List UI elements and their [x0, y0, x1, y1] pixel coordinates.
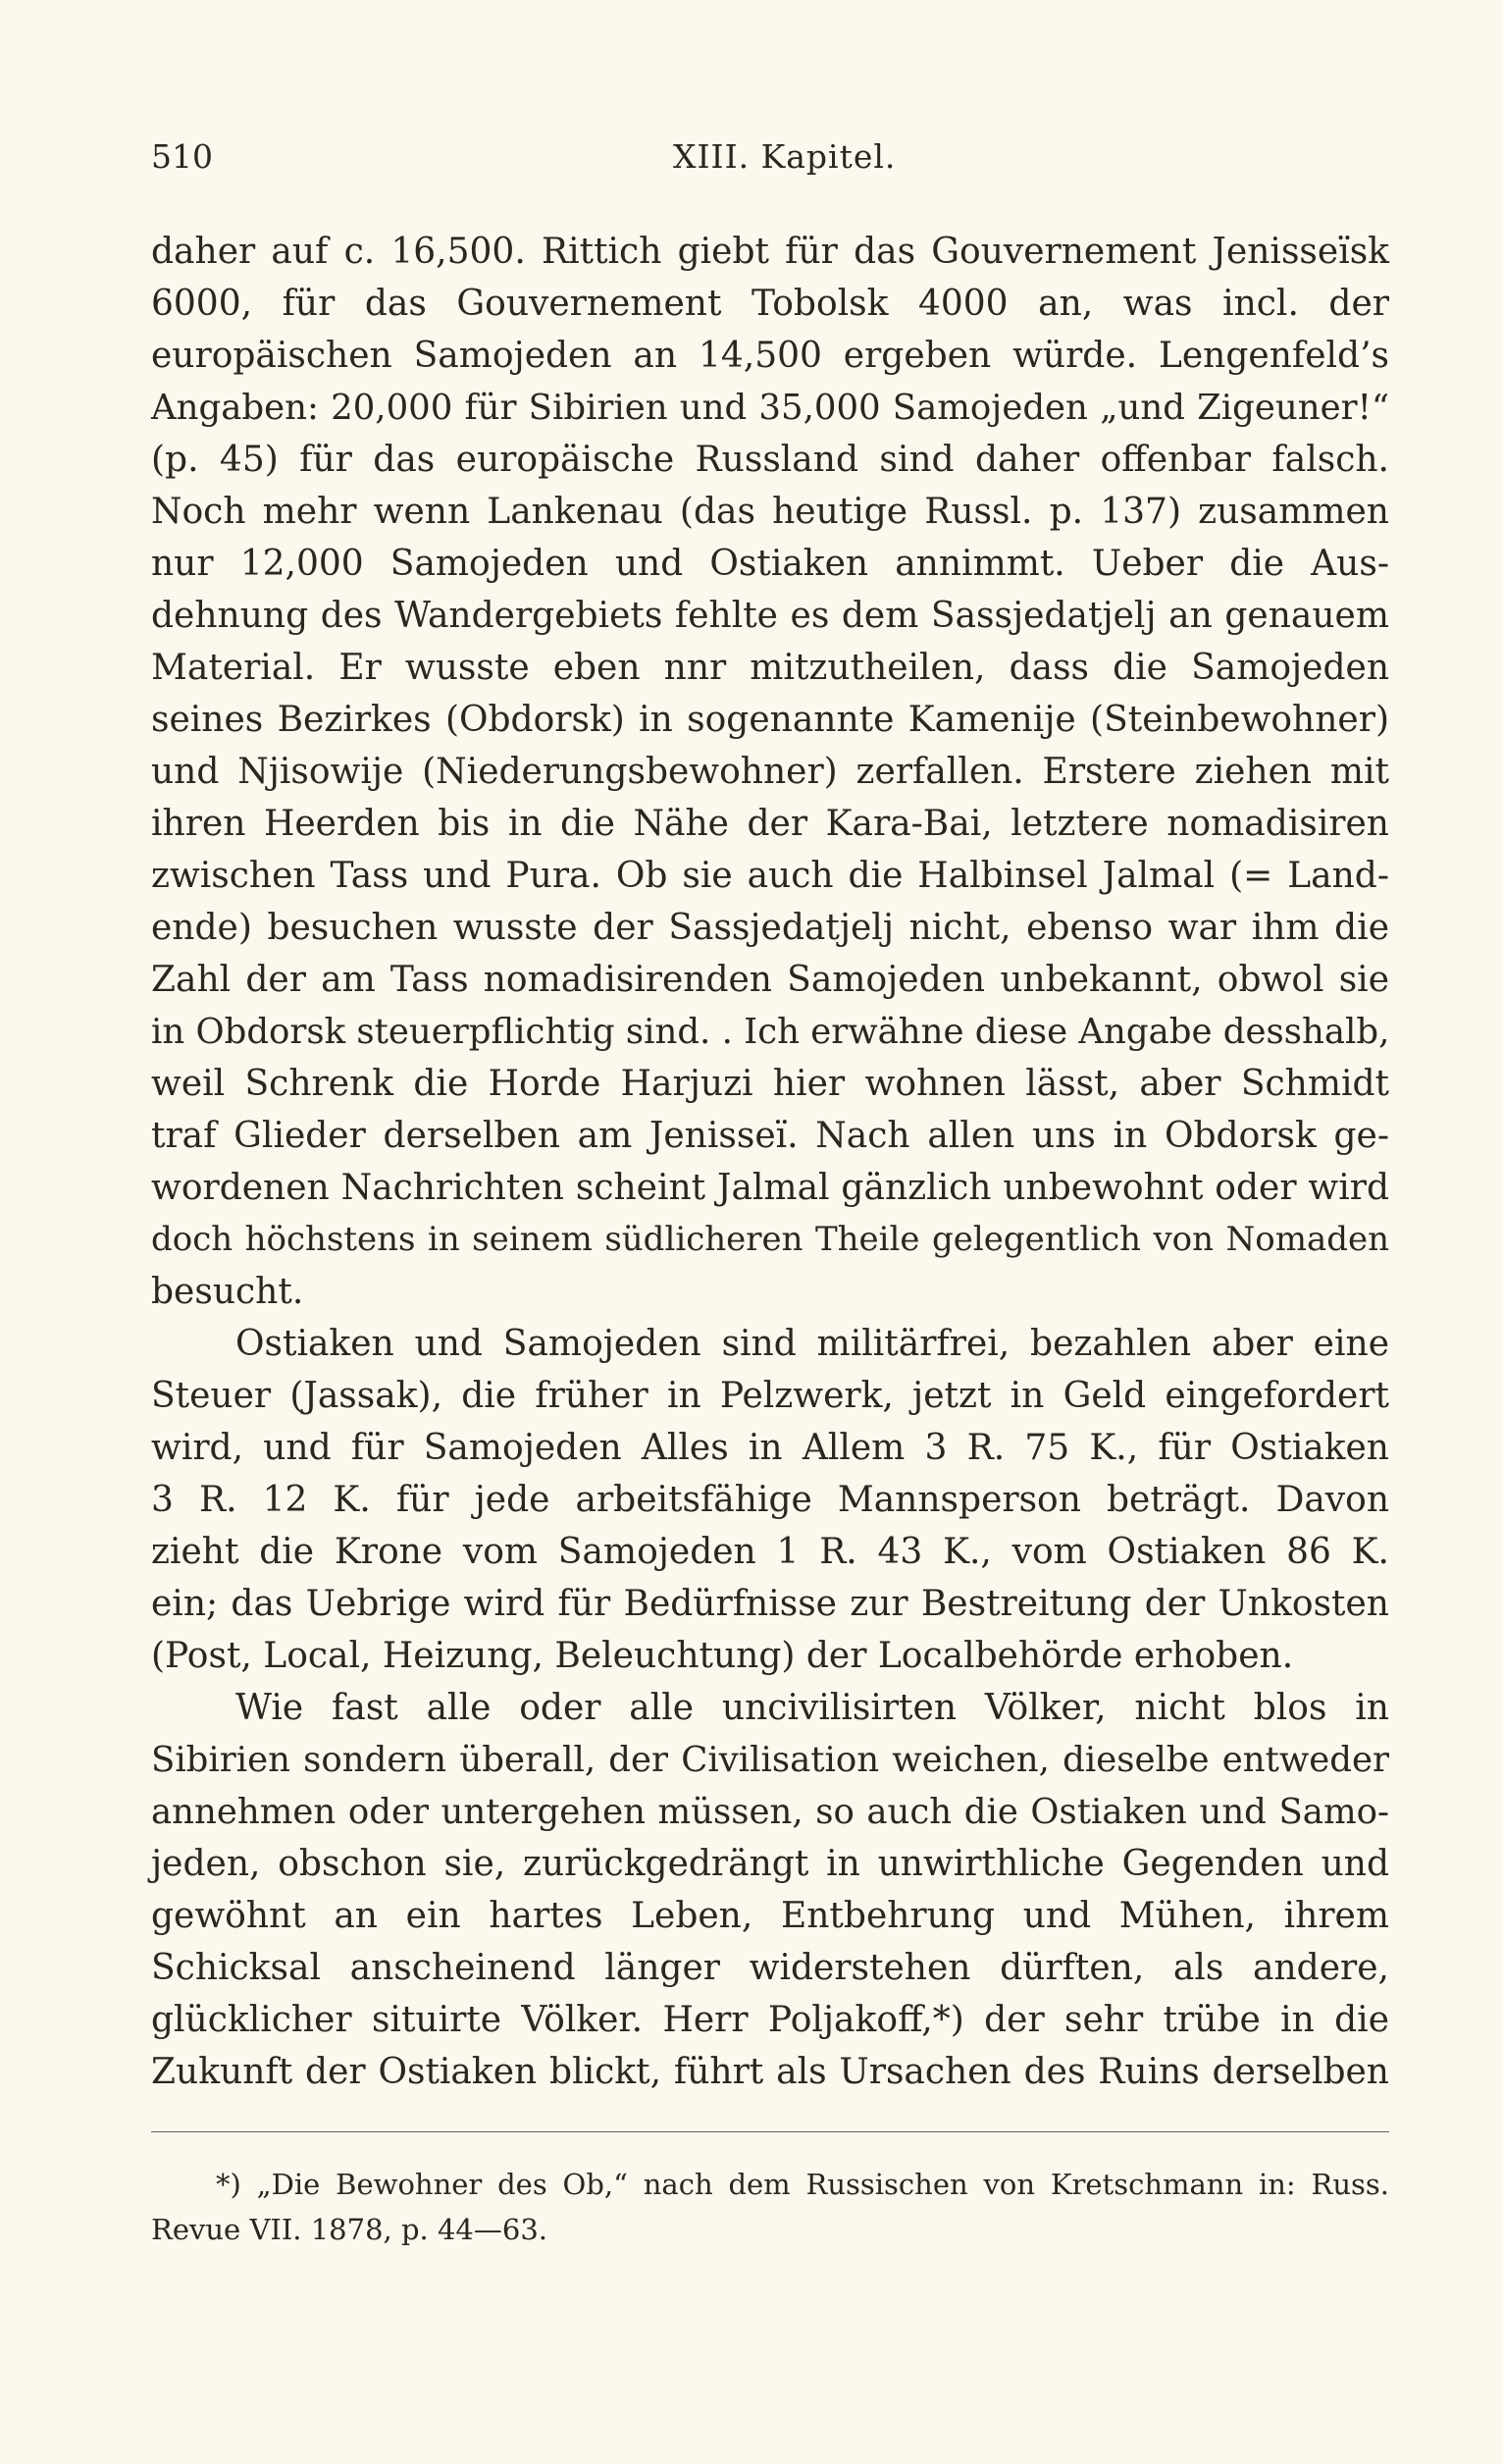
body-text	[151, 226, 1389, 2098]
text-line: jeden, obschon sie, zurückgedrängt in unwirthliche Gegenden und	[151, 1844, 1389, 1884]
text-line: Zahl der am Tass nomadisirenden Samojeden unbekannt, obwol sie	[151, 960, 1389, 1000]
text-line: wordenen Nachrichten scheint Jalmal gänzlich unbewohnt oder wird	[151, 1168, 1389, 1208]
text-line: Sibirien sondern überall, der Civilisation weichen, dieselbe entweder	[151, 1740, 1389, 1780]
text-line: Steuer (Jassak), die früher in Pelzwerk, jetzt in Geld eingefordert	[151, 1376, 1389, 1416]
footnote	[151, 2162, 1389, 2252]
text-line: annehmen oder untergehen müssen, so auch die Ostiaken und Samo-	[151, 1792, 1389, 1832]
text-line: wird, und für Samojeden Alles in Allem 3 R. 75 K., für Ostiaken	[151, 1428, 1389, 1468]
text-line: Zukunft der Ostiaken blickt, führt als Ursachen des Ruins derselben	[151, 2052, 1389, 2092]
text-line: zwischen Tass und Pura. Ob sie auch die Halbinsel Jalmal (= Land-	[151, 856, 1389, 896]
text-line: Angaben: 20,000 für Sibirien und 35,000 Samojeden „und Zigeuner!“	[151, 388, 1389, 428]
text-line: traf Glieder derselben am Jenisseï. Nach allen uns in Obdorsk ge-	[151, 1116, 1389, 1156]
text-line: nur 12,000 Samojeden und Ostiaken annimmt. Ueber die Aus-	[151, 544, 1389, 584]
text-line: Noch mehr wenn Lankenau (das heutige Russl. p. 137) zusammen	[151, 492, 1389, 532]
text-line: Ostiaken und Samojeden sind militärfrei, bezahlen aber eine	[235, 1324, 1389, 1364]
text-line: Wie fast alle oder alle uncivilisirten Völker, nicht blos in	[235, 1688, 1389, 1728]
text-line: (Post, Local, Heizung, Beleuchtung) der Localbehörde erhoben.	[151, 1636, 1294, 1676]
footnote-divider	[151, 2131, 1389, 2132]
page-number: 510	[151, 137, 213, 176]
footnote-line: Revue VII. 1878, p. 44—63.	[151, 2213, 547, 2246]
text-line: 6000, für das Gouvernement Tobolsk 4000 an, was incl. der	[151, 284, 1389, 324]
text-line: zieht die Krone vom Samojeden 1 R. 43 K., vom Ostiaken 86 K.	[151, 1532, 1389, 1572]
text-line: daher auf c. 16,500. Rittich giebt für das Gouvernement Jenisseïsk	[151, 232, 1389, 272]
text-line: ende) besuchen wusste der Sassjedatjelj nicht, ebenso war ihm die	[151, 908, 1389, 948]
text-line: 3 R. 12 K. für jede arbeitsfähige Mannsperson beträgt. Davon	[151, 1480, 1389, 1520]
text-line: in Obdorsk steuerpflichtig sind. . Ich erwähne diese Angabe desshalb,	[151, 1012, 1390, 1052]
text-line: dehnung des Wandergebiets fehlte es dem Sassjedatjelj an genauem	[151, 596, 1389, 636]
text-line: und Njisowije (Niederungsbewohner) zerfallen. Erstere ziehen mit	[151, 752, 1389, 792]
text-line: glücklicher situirte Völker. Herr Poljakoff,*) der sehr trübe in die	[151, 2000, 1389, 2040]
text-line: (p. 45) für das europäische Russland sind daher offenbar falsch.	[151, 440, 1389, 480]
footnote-line: *) „Die Bewohner des Ob,“ nach dem Russischen von Kretschmann in: Russ.	[216, 2168, 1389, 2201]
text-line: europäischen Samojeden an 14,500 ergeben würde. Lengenfeld’s	[151, 336, 1389, 376]
chapter-heading: XIII. Kapitel.	[673, 137, 897, 176]
text-line: ein; das Uebrige wird für Bedürfnisse zur Bestreitung der Unkosten	[151, 1584, 1389, 1624]
text-line: weil Schrenk die Horde Harjuzi hier wohnen lässt, aber Schmidt	[151, 1064, 1389, 1104]
text-line: ihren Heerden bis in die Nähe der Kara-Bai, letztere nomadisiren	[151, 804, 1389, 844]
text-line: Material. Er wusste eben nnr mitzutheilen, dass die Samojeden	[151, 648, 1389, 688]
text-line: Schicksal anscheinend länger widerstehen dürften, als andere,	[151, 1948, 1389, 1988]
text-line: seines Bezirkes (Obdorsk) in sogenannte Kamenije (Steinbewohner)	[151, 700, 1389, 740]
text-line: gewöhnt an ein hartes Leben, Entbehrung und Mühen, ihrem	[151, 1896, 1389, 1936]
page-header	[151, 137, 1387, 196]
text-line: besucht.	[151, 1272, 304, 1312]
text-line: doch höchstens in seinem südlicheren Theile gelegentlich von Nomaden	[151, 1220, 1389, 1259]
